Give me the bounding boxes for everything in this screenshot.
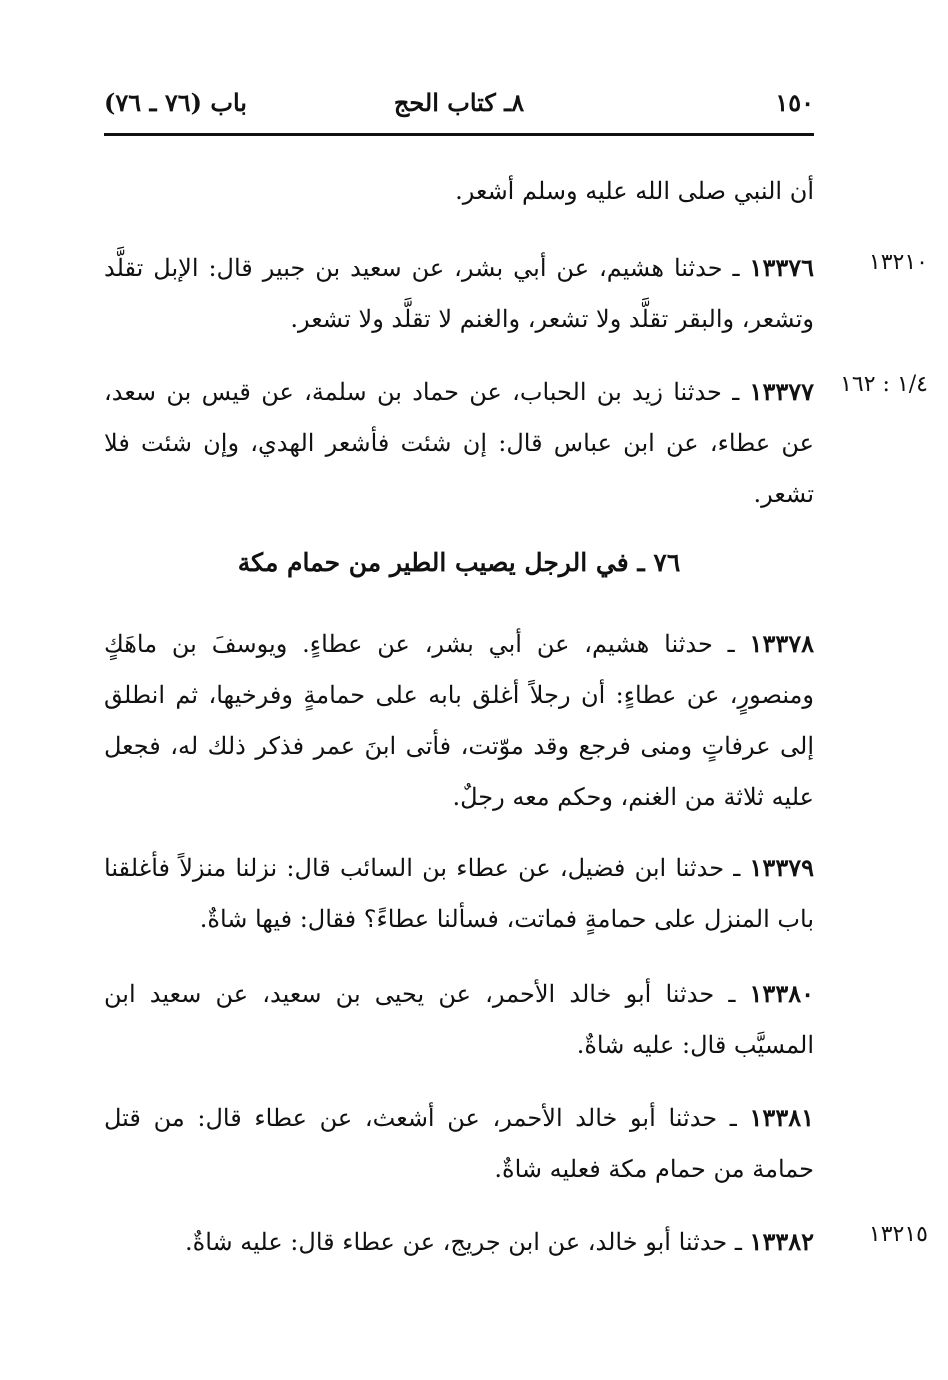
hadith-text: ـ حدثنا ابن فضيل، عن عطاء بن السائب قال: نزلنا منزلاً فأغلقنا باب المنزل على حمامةٍ فماتت، فسألنا عطاءً؟ فقال: فيها شاةٌ. [104, 854, 814, 933]
margin-reference: ١٣٢١٠ [868, 250, 928, 275]
margin-reference: ١٣٢١٥ [868, 1222, 928, 1247]
hadith-text: ـ حدثنا هشيم، عن أبي بشر، عن سعيد بن جبير قال: الإبل تقلَّد وتشعر، والبقر تقلَّد ولا تشعر، والغنم لا تقلَّد ولا تشعر. [104, 254, 814, 333]
hadith-number: ١٣٣٧٧ [749, 377, 814, 406]
hadith-paragraph [104, 1216, 814, 1268]
page-header [104, 88, 814, 128]
header-divider [104, 133, 814, 136]
hadith-paragraph [104, 366, 814, 520]
margin-reference: ١/٤ : ١٦٢ [840, 372, 928, 397]
chapter-range: باب (٧٦ ـ ٧٦) [104, 88, 247, 117]
hadith-number: ١٣٣٨٠ [749, 979, 814, 1008]
page-number: ١٥٠ [775, 88, 814, 117]
hadith-number: ١٣٣٧٨ [749, 629, 814, 658]
hadith-paragraph [104, 618, 814, 823]
hadith-text: ـ حدثنا أبو خالد الأحمر، عن يحيى بن سعيد، عن سعيد ابن المسيَّب قال: عليه شاةٌ. [104, 980, 814, 1059]
hadith-text: ـ حدثنا أبو خالد الأحمر، عن أشعث، عن عطاء قال: من قتل حمامة من حمام مكة فعليه شاةٌ. [104, 1104, 814, 1183]
hadith-paragraph [104, 242, 814, 345]
hadith-number: ١٣٣٨١ [749, 1103, 814, 1132]
hadith-number: ١٣٣٧٩ [749, 853, 814, 882]
continuation-paragraph: أن النبي صلى الله عليه وسلم أشعر. [455, 177, 814, 205]
hadith-number: ١٣٣٨٢ [749, 1227, 814, 1256]
hadith-text: ـ حدثنا هشيم، عن أبي بشر، عن عطاءٍ. ويوسفَ بن ماهَكٍ ومنصورٍ، عن عطاءٍ: أن رجلاً أغلق بابه على حمامةٍ وفرخيها، ثم انطلق إلى عرفاتٍ ومنى فرجع وقد موّتت، فأتى ابنَ عمر فذكر ذلك له، فجعل عليه ثلاثة من الغنم، وحكم معه رجلٌ. [104, 630, 815, 811]
hadith-paragraph [104, 1092, 814, 1195]
section-heading: ٧٦ ـ في الرجل يصيب الطير من حمام مكة [237, 548, 681, 577]
hadith-number: ١٣٣٧٦ [749, 253, 814, 282]
hadith-paragraph [104, 968, 814, 1071]
book-title: ٨ـ كتاب الحج [393, 88, 525, 117]
hadith-paragraph [104, 842, 814, 945]
hadith-text: ـ حدثنا زيد بن الحباب، عن حماد بن سلمة، عن قيس بن سعد، عن عطاء، عن ابن عباس قال: إن شئت فأشعر الهدي، وإن شئت فلا تشعر. [104, 378, 814, 508]
hadith-text: ـ حدثنا أبو خالد، عن ابن جريج، عن عطاء قال: عليه شاةٌ. [185, 1228, 742, 1256]
